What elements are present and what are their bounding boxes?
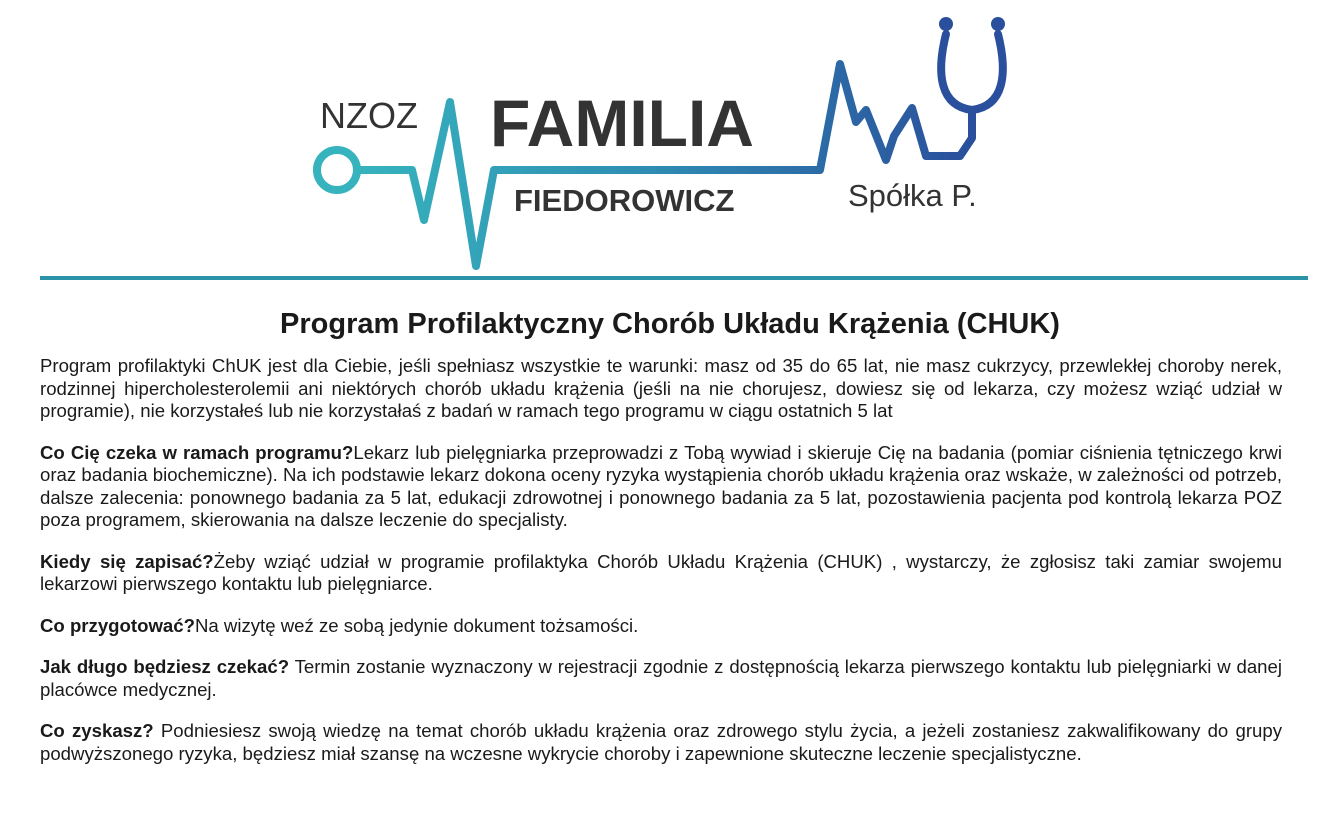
- logo-prefix: NZOZ: [320, 95, 418, 136]
- logo-name: FAMILIA: [490, 86, 754, 160]
- clinic-logo: [300, 14, 1040, 272]
- paragraph-when-to-enroll: [40, 551, 1282, 596]
- paragraph-text: Lekarz lub pielęgniarka przeprowadzi z Tobą wywiad i skieruje Cię na badania (pomiar ciśnienia tętniczego krwi oraz badania biochemiczne). Na ich podstawie lekarz dokona oceny ryzyka wystąpienia chorób układu krążenia oraz wskaże, w zależności od potrzeb, dalsze zalecenia: ponownego badania za 5 lat, edukacji zdrowotnej i ponownego badania za 5 lat, pozostawienia pacjenta pod kontrolą lekarza POZ poza programem, skierowania na dalsze leczenie do specjalisty.: [40, 441, 1282, 530]
- paragraph-text: Na wizytę weź ze sobą jedynie dokument tożsamości.: [194, 614, 639, 636]
- logo-surname: FIEDOROWICZ: [514, 183, 735, 218]
- paragraph-what-awaits: [40, 442, 1282, 532]
- paragraph-what-to-prepare: [40, 615, 1282, 638]
- paragraph-benefits: [40, 720, 1282, 765]
- paragraph-text: Żeby wziąć udział w programie profilaktyka Chorób Układu Krążenia (CHUK) , wystarczy, że zgłosisz taki zamiar swojemu lekarzowi pierwszego kontaktu lub pielęgniarce.: [40, 550, 1283, 594]
- paragraph-waiting-time: [40, 656, 1282, 701]
- paragraph-heading: Jak długo będziesz czekać?: [40, 656, 290, 677]
- page-title: Program Profilaktyczny Chorób Układu Krążenia (CHUK): [280, 308, 1060, 340]
- stethoscope-headset: [941, 34, 1003, 110]
- paragraph-text: Program profilaktyki ChUK jest dla Ciebie, jeśli spełniasz wszystkie te warunki: masz od 35 do 65 lat, nie masz cukrzycy, przewlekłej choroby nerek, rodzinnej hipercholesterolemii ani niektórych chorób układu krążenia (jeśli na nie chorujesz, dowiesz się od lekarza, czy możesz wziąć udział w programie), nie korzystałeś lub nie korzystałaś z badań w ramach tego programu w ciągu ostatnich 5 lat: [40, 355, 1282, 421]
- earpiece-left: [939, 17, 953, 31]
- paragraph-heading: Co Cię czeka w ramach programu?: [40, 441, 354, 463]
- earpiece-right: [991, 17, 1005, 31]
- paragraph-heading: Co zyskasz?: [40, 720, 154, 741]
- paragraph-text: Termin zostanie wyznaczony w rejestracji zgodnie z dostępnością lekarza pierwszego kontaktu lub pielęgniarki w danej placówce medycznej.: [40, 656, 1282, 700]
- program-description: [40, 355, 1282, 784]
- paragraph-text: Podniesiesz swoją wiedzę na temat chorób układu krążenia oraz zdrowego stylu życia, a jeżeli zostaniesz zakwalifikowany do grupy podwyższonego ryzyka, będziesz miał szansę na wczesne wykrycie choroby i zapewnione skuteczne leczenie specjalistyczne.: [40, 720, 1283, 764]
- logo-suffix: Spółka P.: [848, 178, 977, 213]
- chestpiece-circle: [317, 150, 357, 190]
- paragraph-eligibility: [40, 355, 1282, 423]
- stethoscope-ecg-logo: [300, 14, 1040, 272]
- paragraph-heading: Kiedy się zapisać?: [40, 550, 214, 572]
- header-divider: [40, 276, 1308, 280]
- paragraph-heading: Co przygotować?: [40, 614, 195, 636]
